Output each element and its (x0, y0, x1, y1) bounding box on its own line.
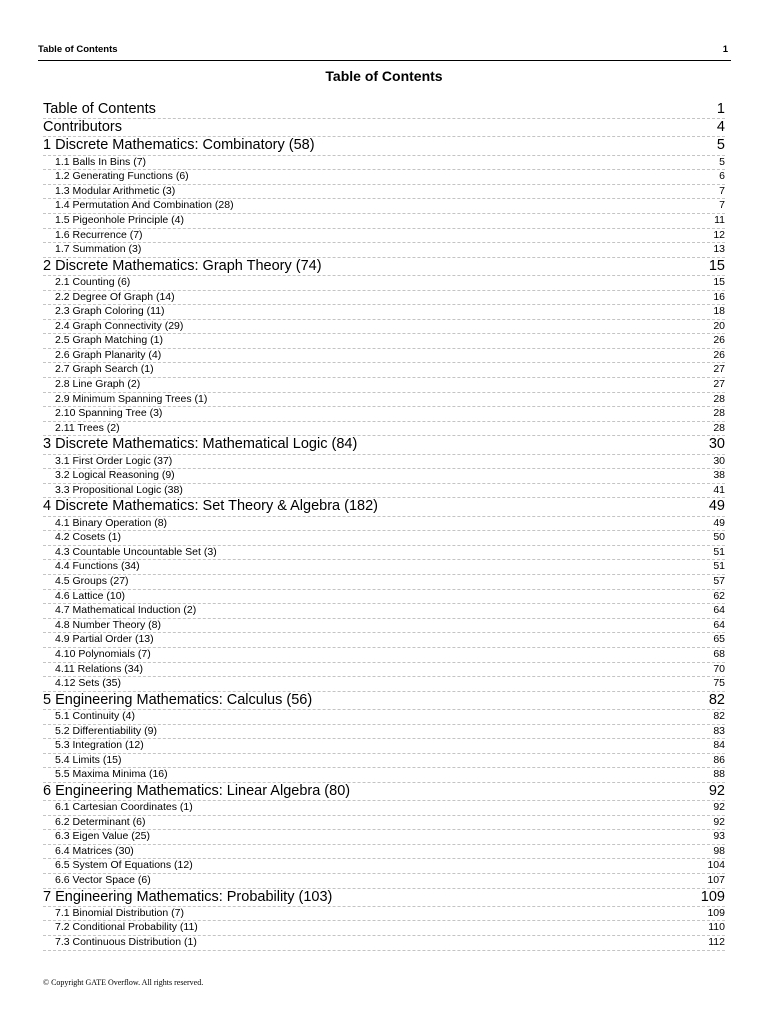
toc-entry-page: 12 (713, 228, 725, 241)
toc-section-entry[interactable] (43, 739, 725, 754)
table-of-contents (43, 101, 725, 951)
toc-entry-page: 75 (713, 677, 725, 690)
toc-entry-page: 92 (713, 815, 725, 828)
toc-section-entry[interactable] (43, 590, 725, 605)
toc-section-entry[interactable] (43, 604, 725, 619)
toc-entry-page: 7 (719, 184, 725, 197)
toc-section-entry[interactable] (43, 648, 725, 663)
toc-entry-page: 86 (713, 753, 725, 766)
toc-entry-page: 6 (719, 170, 725, 183)
toc-section-entry[interactable] (43, 936, 725, 951)
toc-entry-title: 4.1 Binary Operation (8) (55, 516, 168, 529)
toc-entry-page: 28 (713, 407, 725, 420)
toc-entry-title: 1.4 Permutation And Combination (28) (55, 199, 234, 212)
toc-section-entry[interactable] (43, 830, 725, 845)
toc-entry-page: 49 (713, 516, 725, 529)
toc-section-entry[interactable] (43, 185, 725, 200)
toc-entry-title: 3.3 Propositional Logic (38) (55, 483, 183, 496)
toc-entry-title: 2 Discrete Mathematics: Graph Theory (74) (43, 257, 322, 274)
toc-entry-page: 15 (708, 257, 725, 274)
toc-section-entry[interactable] (43, 199, 725, 214)
toc-section-entry[interactable] (43, 633, 725, 648)
toc-section-entry[interactable] (43, 859, 725, 874)
toc-section-entry[interactable] (43, 407, 725, 422)
toc-entry-page: 41 (713, 483, 725, 496)
toc-entry-page: 28 (713, 392, 725, 405)
toc-entry-title: 4.4 Functions (34) (55, 560, 140, 573)
toc-section-entry[interactable] (43, 229, 725, 244)
toc-entry-page: 92 (708, 782, 725, 799)
toc-entry-page: 82 (713, 709, 725, 722)
toc-section-entry[interactable] (43, 560, 725, 575)
toc-section-entry[interactable] (43, 754, 725, 769)
toc-section-entry[interactable] (43, 845, 725, 860)
toc-entry-title: 4.8 Number Theory (8) (55, 618, 162, 631)
toc-entry-title: 2.9 Minimum Spanning Trees (1) (55, 392, 208, 405)
toc-entry-title: 4.7 Mathematical Induction (2) (55, 604, 197, 617)
toc-entry-page: 5 (716, 137, 725, 154)
toc-entry-page: 51 (713, 560, 725, 573)
toc-section-entry[interactable] (43, 619, 725, 634)
toc-section-entry[interactable] (43, 305, 725, 320)
toc-entry-title: 2.10 Spanning Tree (3) (55, 407, 163, 420)
toc-entry-title: 2.6 Graph Planarity (4) (55, 348, 162, 361)
toc-entry-title: 4.12 Sets (35) (55, 677, 121, 690)
toc-entry-title: 5 Engineering Mathematics: Calculus (56) (43, 691, 313, 708)
toc-entry-title: 6.3 Eigen Value (25) (55, 830, 150, 843)
toc-entry-page: 20 (713, 319, 725, 332)
toc-entry-page: 93 (713, 830, 725, 843)
toc-entry-page: 107 (707, 874, 725, 887)
toc-entry-title: 2.8 Line Graph (2) (55, 378, 141, 391)
toc-entry-page: 88 (713, 768, 725, 781)
toc-chapter-entry[interactable] (43, 783, 725, 801)
toc-entry-page: 28 (713, 421, 725, 434)
toc-entry-page: 62 (713, 589, 725, 602)
toc-entry-title: 6.5 System Of Equations (12) (55, 859, 193, 872)
toc-entry-page: 84 (713, 739, 725, 752)
toc-entry-title: 3.1 First Order Logic (37) (55, 454, 173, 467)
toc-section-entry[interactable] (43, 363, 725, 378)
toc-entry-title: 7.1 Binomial Distribution (7) (55, 906, 184, 919)
toc-section-entry[interactable] (43, 320, 725, 335)
toc-chapter-entry[interactable] (43, 101, 725, 119)
toc-section-entry[interactable] (43, 677, 725, 692)
toc-chapter-entry[interactable] (43, 258, 725, 276)
toc-section-entry[interactable] (43, 291, 725, 306)
toc-entry-title: 7 Engineering Mathematics: Probability (103) (43, 888, 333, 905)
toc-section-entry[interactable] (43, 768, 725, 783)
toc-section-entry[interactable] (43, 816, 725, 831)
toc-entry-title: 4.11 Relations (34) (55, 662, 143, 675)
toc-entry-title: 1.6 Recurrence (7) (55, 228, 143, 241)
toc-entry-title: 1.2 Generating Functions (6) (55, 170, 189, 183)
header-page-number: 1 (722, 44, 728, 55)
toc-section-entry[interactable] (43, 575, 725, 590)
toc-entry-page: 18 (713, 305, 725, 318)
toc-entry-page: 7 (719, 199, 725, 212)
toc-section-entry[interactable] (43, 531, 725, 546)
toc-entry-title: 6.4 Matrices (30) (55, 844, 134, 857)
toc-entry-title: 6 Engineering Mathematics: Linear Algebra (80) (43, 782, 351, 799)
toc-entry-page: 49 (708, 498, 725, 515)
toc-entry-title: 2.11 Trees (2) (55, 421, 120, 434)
toc-entry-title: 2.5 Graph Matching (1) (55, 334, 163, 347)
toc-entry-title: 3.2 Logical Reasoning (9) (55, 469, 175, 482)
toc-entry-title: 6.1 Cartesian Coordinates (1) (55, 801, 193, 814)
toc-chapter-entry[interactable] (43, 692, 725, 710)
document-title: Table of Contents (325, 68, 443, 84)
toc-section-entry[interactable] (43, 546, 725, 561)
toc-section-entry[interactable] (43, 243, 725, 258)
toc-entry-page: 83 (713, 724, 725, 737)
toc-entry-page: 109 (700, 888, 725, 905)
toc-section-entry[interactable] (43, 469, 725, 484)
toc-entry-page: 30 (708, 436, 725, 453)
toc-section-entry[interactable] (43, 725, 725, 740)
toc-entry-title: 2.3 Graph Coloring (11) (55, 305, 165, 318)
toc-section-entry[interactable] (43, 907, 725, 922)
toc-entry-title: 4.5 Groups (27) (55, 574, 129, 587)
toc-section-entry[interactable] (43, 710, 725, 725)
toc-entry-page: 70 (713, 662, 725, 675)
toc-entry-title: 7.2 Conditional Probability (11) (55, 921, 198, 934)
toc-section-entry[interactable] (43, 484, 725, 499)
toc-section-entry[interactable] (43, 170, 725, 185)
toc-entry-title: Contributors (43, 119, 122, 136)
header-title: Table of Contents (38, 44, 118, 55)
toc-section-entry[interactable] (43, 393, 725, 408)
toc-entry-title: 7.3 Continuous Distribution (1) (55, 936, 197, 948)
toc-entry-page: 30 (713, 454, 725, 467)
toc-chapter-entry[interactable] (43, 137, 725, 155)
toc-entry-page: 104 (707, 859, 725, 872)
toc-section-entry[interactable] (43, 921, 725, 936)
toc-entry-page: 11 (714, 213, 725, 226)
toc-entry-page: 64 (713, 604, 725, 617)
toc-entry-title: 5.5 Maxima Minima (16) (55, 768, 168, 781)
toc-chapter-entry[interactable] (43, 889, 725, 907)
toc-entry-page: 27 (713, 363, 725, 376)
toc-entry-title: 4.10 Polynomials (7) (55, 647, 151, 660)
toc-entry-page: 64 (713, 618, 725, 631)
toc-entry-page: 65 (713, 633, 725, 646)
toc-entry-page: 5 (719, 155, 725, 168)
toc-section-entry[interactable] (43, 214, 725, 229)
toc-entry-title: 1 Discrete Mathematics: Combinatory (58) (43, 137, 315, 154)
toc-entry-title: 6.6 Vector Space (6) (55, 874, 151, 887)
toc-entry-title: 5.2 Differentiability (9) (55, 724, 157, 737)
toc-entry-title: 1.5 Pigeonhole Principle (4) (55, 213, 184, 226)
toc-chapter-entry[interactable] (43, 119, 725, 137)
toc-entry-page: 1 (716, 101, 725, 117)
toc-entry-title: 1.3 Modular Arithmetic (3) (55, 184, 176, 197)
toc-entry-page: 50 (713, 531, 725, 544)
toc-section-entry[interactable] (43, 422, 725, 437)
toc-entry-page: 26 (713, 348, 725, 361)
toc-section-entry[interactable] (43, 801, 725, 816)
toc-entry-title: 1.1 Balls In Bins (7) (55, 155, 147, 168)
toc-entry-page: 82 (708, 691, 725, 708)
toc-entry-page: 109 (707, 906, 725, 919)
toc-entry-title: 5.1 Continuity (4) (55, 709, 135, 722)
toc-section-entry[interactable] (43, 378, 725, 393)
toc-section-entry[interactable] (43, 349, 725, 364)
toc-section-entry[interactable] (43, 874, 725, 889)
toc-entry-page: 68 (713, 647, 725, 660)
toc-entry-page: 98 (713, 844, 725, 857)
toc-entry-title: 4 Discrete Mathematics: Set Theory & Algebra (182) (43, 498, 378, 515)
toc-entry-page: 57 (713, 574, 725, 587)
copyright-footer: © Copyright GATE Overflow. All rights reserved. (43, 978, 204, 987)
toc-entry-title: 2.2 Degree Of Graph (14) (55, 290, 175, 303)
toc-entry-page: 13 (713, 243, 725, 256)
toc-entry-title: Table of Contents (43, 101, 156, 117)
toc-entry-page: 26 (713, 334, 725, 347)
toc-entry-title: 2.4 Graph Connectivity (29) (55, 319, 184, 332)
toc-entry-title: 6.2 Determinant (6) (55, 815, 146, 828)
toc-section-entry[interactable] (43, 663, 725, 678)
toc-section-entry[interactable] (43, 455, 725, 470)
toc-entry-title: 1.7 Summation (3) (55, 243, 142, 256)
toc-entry-title: 5.4 Limits (15) (55, 753, 122, 766)
toc-entry-title: 3 Discrete Mathematics: Mathematical Logic (84) (43, 436, 358, 453)
toc-entry-title: 4.9 Partial Order (13) (55, 633, 154, 646)
toc-entry-title: 5.3 Integration (12) (55, 739, 144, 752)
toc-entry-page: 15 (713, 275, 725, 288)
toc-chapter-entry[interactable] (43, 436, 725, 454)
toc-entry-page: 110 (708, 921, 725, 934)
toc-entry-page: 51 (713, 545, 725, 558)
toc-section-entry[interactable] (43, 276, 725, 291)
toc-section-entry[interactable] (43, 334, 725, 349)
toc-section-entry[interactable] (43, 517, 725, 532)
toc-entry-title: 2.1 Counting (6) (55, 275, 131, 288)
toc-entry-title: 4.6 Lattice (10) (55, 589, 126, 602)
toc-entry-page: 4 (716, 119, 725, 136)
toc-entry-title: 4.2 Cosets (1) (55, 531, 121, 544)
toc-section-entry[interactable] (43, 156, 725, 171)
toc-entry-page: 112 (708, 936, 725, 948)
toc-entry-title: 4.3 Countable Uncountable Set (3) (55, 545, 217, 558)
toc-entry-page: 38 (713, 469, 725, 482)
toc-chapter-entry[interactable] (43, 498, 725, 516)
page-header (38, 44, 731, 61)
toc-entry-page: 92 (713, 801, 725, 814)
toc-entry-page: 27 (713, 378, 725, 391)
toc-entry-page: 16 (713, 290, 725, 303)
toc-entry-title: 2.7 Graph Search (1) (55, 363, 154, 376)
